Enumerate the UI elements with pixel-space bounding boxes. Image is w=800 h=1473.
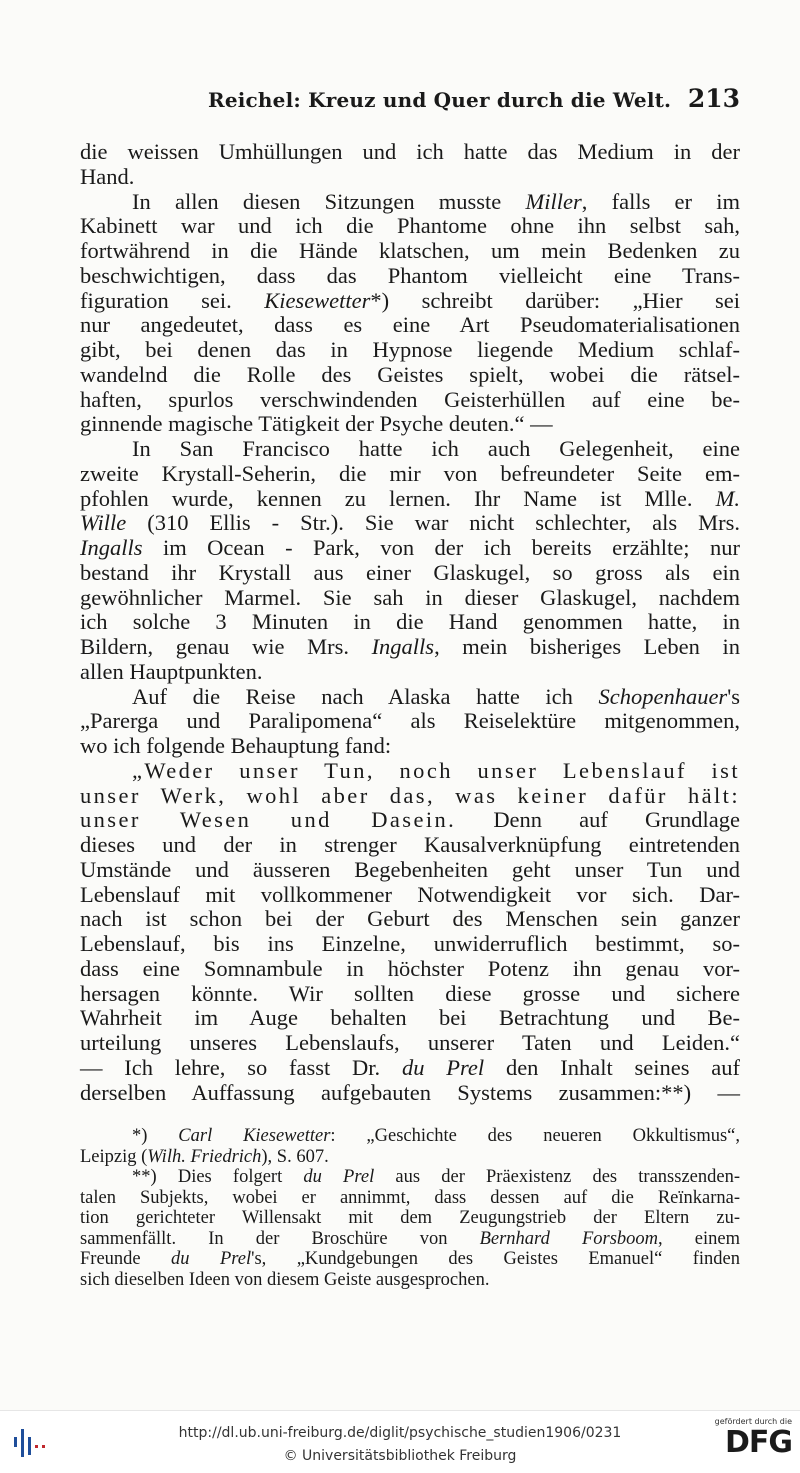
- text-line: „Weder unser Tun, noch unser Lebenslauf ist: [132, 757, 740, 783]
- running-title: Reichel: Kreuz und Quer durch die Welt.: [208, 88, 672, 112]
- text-line: pfohlen wurde, kennen zu lernen. Ihr Name ist Mlle. M.: [80, 485, 740, 511]
- footnote-line: **) Dies folgert du Prel aus der Präexistenz des transszenden-: [132, 1167, 740, 1187]
- text-line: ginnende magische Tätigkeit der Psyche deuten.“ —: [80, 411, 553, 437]
- text-line: Ingalls im Ocean - Park, von der ich bereits erzählte; nur: [80, 535, 740, 560]
- text-line: gibt, bei denen das in Hypnose liegende Medium schlaf-: [80, 337, 740, 362]
- text-line: bestand ihr Krystall aus einer Glaskugel, so gross als ein: [80, 559, 740, 585]
- text-line: Lebenslauf mit vollkommener Notwendigkeit vor sich. Dar-: [80, 881, 740, 907]
- text-line: „Parerga und Paralipomena“ als Reiselektüre mitgenommen,: [80, 708, 740, 734]
- text-line: Wille (310 Ellis - Str.). Sie war nicht schlechter, als Mrs.: [80, 510, 740, 536]
- text-line: Hand.: [80, 163, 135, 189]
- permalink-url[interactable]: http://dl.ub.uni-freiburg.de/diglit/psychische_studien1906/0231: [178, 1425, 622, 1441]
- text-line: urteilung unseres Lebenslaufs, unserer Taten und Leiden.“: [80, 1030, 740, 1055]
- text-line: unser Wesen und Dasein. Denn auf Grundlage: [80, 807, 740, 833]
- footnote-line: *) Carl Kiesewetter: „Geschichte des neueren Okkultismus“,: [132, 1126, 740, 1146]
- text-line: zweite Krystall-Seherin, die mir von befreundeter Seite em-: [80, 460, 740, 486]
- text-line: unser Werk, wohl aber das, was keiner dafür hält:: [80, 782, 740, 808]
- text-line: haften, spurlos verschwindenden Geisterhüllen auf eine be-: [80, 386, 740, 412]
- page-number: 213: [687, 84, 740, 113]
- text-line: In San Francisco hatte ich auch Gelegenheit, eine: [132, 436, 740, 461]
- text-line: In allen diesen Sitzungen musste Miller, falls er im: [132, 188, 740, 214]
- text-line: gewöhnlicher Marmel. Sie sah in dieser Glaskugel, nachdem: [80, 584, 740, 610]
- copyright-notice: © Universitätsbibliothek Freiburg: [283, 1448, 517, 1464]
- text-line: nur angedeutet, dass es eine Art Pseudomaterialisationen: [80, 312, 740, 338]
- text-line: wo ich folgende Behauptung fand:: [80, 733, 392, 758]
- main-text: [80, 140, 740, 1105]
- text-line: die weissen Umhüllungen und ich hatte das Medium in der: [80, 139, 740, 164]
- footnote-line: Leipzig (Wilh. Friedrich), S. 607.: [80, 1146, 329, 1167]
- text-line: figuration sei. Kiesewetter*) schreibt darüber: „Hier sei: [80, 287, 740, 313]
- footnotes: [80, 1126, 740, 1290]
- text-line: — Ich lehre, so fasst Dr. du Prel den Inhalt seines auf: [80, 1054, 741, 1080]
- footnote-line: sich dieselben Ideen von diesem Geiste ausgesprochen.: [80, 1269, 490, 1290]
- text-line: hersagen könnte. Wir sollten diese grosse und sichere: [80, 980, 740, 1006]
- text-line: Lebenslauf, bis ins Einzelne, unwiderruflich bestimmt, so-: [80, 931, 740, 956]
- text-line: wandelnd die Rolle des Geistes spielt, wobei die rätsel-: [80, 361, 740, 387]
- dfg-logo: [706, 1417, 792, 1471]
- text-line: Wahrheit im Auge behalten bei Betrachtung und Be-: [80, 1005, 740, 1031]
- footnote-line: tion gerichteter Willensakt mit dem Zeugungstrieb der Eltern zu-: [80, 1208, 740, 1228]
- text-line: dieses und der in strenger Kausalverknüpfung eintretenden: [80, 832, 740, 857]
- text-line: Kabinett war und ich die Phantome ohne ihn selbst sah,: [80, 213, 740, 239]
- footnote-line: sammenfällt. In der Broschüre von Bernhard Forsboom, einem: [80, 1228, 740, 1249]
- text-line: dass eine Somnambule in höchster Potenz ihn genau vor-: [80, 955, 740, 981]
- footnote-line: Freunde du Prel's, „Kundgebungen des Geistes Emanuel“ finden: [80, 1249, 740, 1269]
- viewer-footer: [0, 1410, 800, 1473]
- text-line: allen Hauptpunkten.: [80, 658, 263, 684]
- running-head: [80, 84, 740, 118]
- text-line: fortwährend in die Hände klatschen, um mein Bedenken zu: [80, 238, 740, 263]
- text-line: nach ist schon bei der Geburt des Menschen sein ganzer: [80, 906, 740, 932]
- text-line: Umstände und äusseren Begebenheiten geht unser Tun und: [80, 856, 740, 882]
- text-line: ich solche 3 Minuten in die Hand genommen hatte, in: [80, 609, 740, 635]
- text-line: beschwichtigen, dass das Phantom vielleicht eine Trans-: [80, 262, 740, 288]
- funded-by-label: gefördert durch die: [714, 1417, 792, 1426]
- text-line: derselben Auffassung aufgebauten Systems zusammen:**) —: [80, 1079, 740, 1105]
- dfg-logo-text: DFG: [724, 1425, 792, 1460]
- text-line: Auf die Reise nach Alaska hatte ich Schopenhauer's: [132, 683, 740, 709]
- text-line: Bildern, genau wie Mrs. Ingalls, mein bisheriges Leben in: [80, 634, 740, 659]
- footnote-line: talen Subjekts, wobei er annimmt, dass dessen auf die Reïnkarna-: [80, 1187, 740, 1208]
